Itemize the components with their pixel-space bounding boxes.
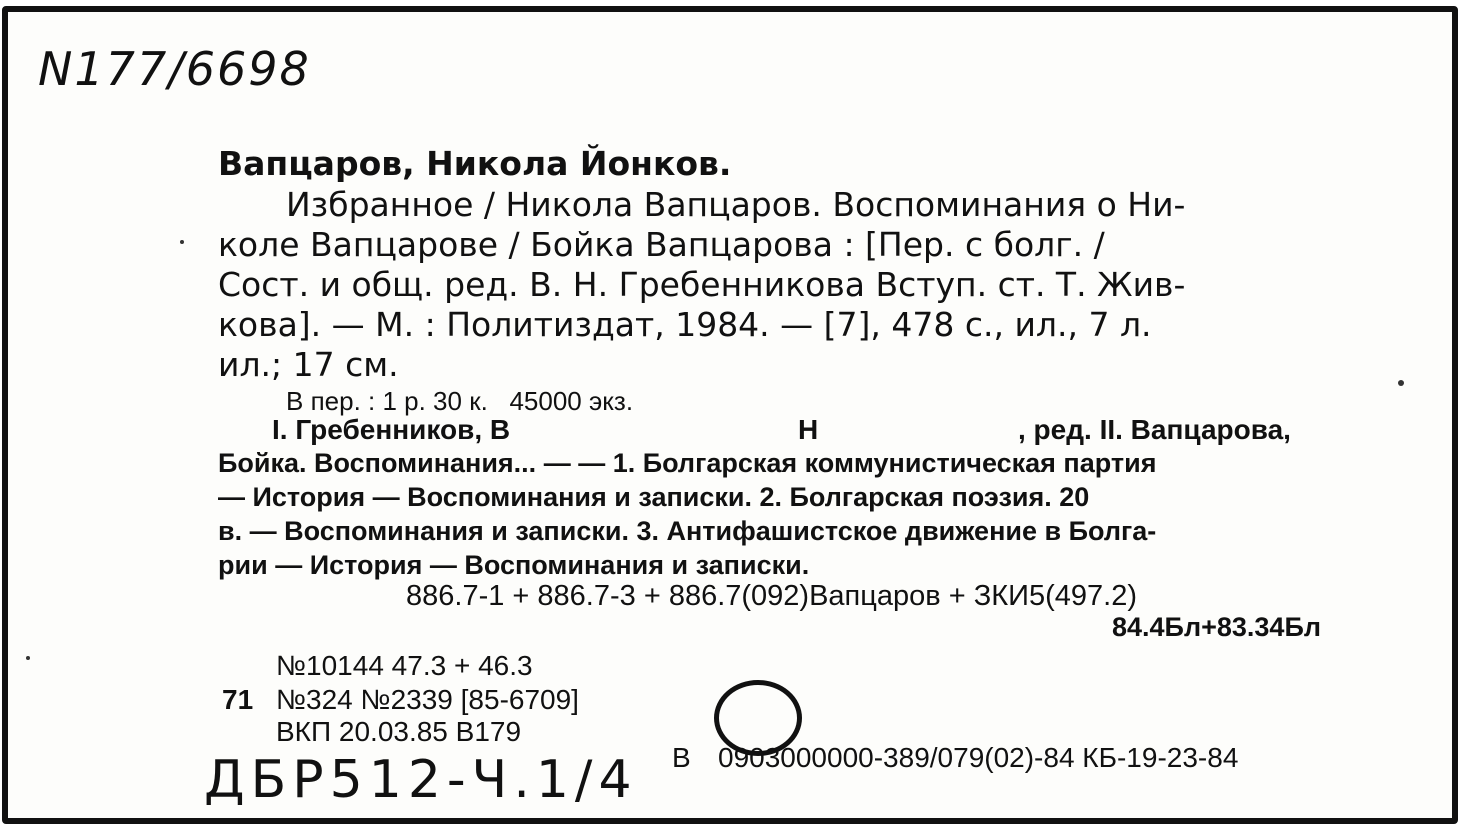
- catalog-card: [2, 6, 1458, 824]
- description-line-1: Избранное / Никола Вапцаров. Воспоминания о Ни-: [286, 185, 1186, 224]
- description-line-5: ил.; 17 см.: [218, 345, 399, 384]
- handwritten-inventory-code: ДБР512-Ч.1/4: [204, 750, 638, 810]
- dust-speck: [26, 656, 30, 660]
- description-line-3: Сост. и общ. ред. В. Н. Гребенникова Вступ. ст. Т. Жив-: [218, 265, 1186, 304]
- tracing-line-2: Бойка. Воспоминания... — — 1. Болгарская коммунистическая партия: [218, 448, 1157, 478]
- tracing-line-1b: Н: [798, 414, 819, 445]
- footer-line-2-prefix: 71: [222, 684, 254, 715]
- description-line-2: коле Вапцарове / Бойка Вапцарова : [Пер. с болг. /: [218, 225, 1105, 264]
- handwritten-shelf-number: N177/6698: [38, 42, 311, 96]
- tracing-line-5: рии — История — Воспоминания и записки.: [218, 550, 810, 580]
- footer-line-1: №10144 47.3 + 46.3: [276, 650, 533, 681]
- classification-line-1: 886.7-1 + 886.7-3 + 886.7(092)Вапцаров + ЗКИ5(497.2): [406, 580, 1137, 612]
- entry-heading: Вапцаров, Никола Йонков.: [218, 144, 732, 183]
- footer-line-3: ВКП 20.03.85 В179: [276, 716, 522, 747]
- tracing-line-1c: , ред. II. Вапцарова,: [1018, 414, 1291, 445]
- classification-line-2: 84.4Бл+83.34Бл: [1112, 612, 1321, 642]
- tracing-line-3: — История — Воспоминания и записки. 2. Болгарская поэзия. 20: [218, 482, 1090, 512]
- dust-speck: [180, 240, 184, 244]
- footer-code-right: 0903000000-389/079(02)-84 КБ-19-23-84: [718, 742, 1239, 773]
- price-line: В пер. : 1 р. 30 к. 45000 экз.: [286, 386, 634, 416]
- dust-speck: [1398, 380, 1404, 386]
- tracing-line-1a: I. Гребенников, В: [272, 414, 511, 445]
- footer-line-2: №324 №2339 [85-6709]: [276, 684, 579, 715]
- footer-code-left: В: [672, 742, 691, 773]
- tracing-line-4: в. — Воспоминания и записки. 3. Антифашистское движение в Болга-: [218, 516, 1157, 546]
- description-line-4: кова]. — М. : Политиздат, 1984. — [7], 478 с., ил., 7 л.: [218, 305, 1152, 344]
